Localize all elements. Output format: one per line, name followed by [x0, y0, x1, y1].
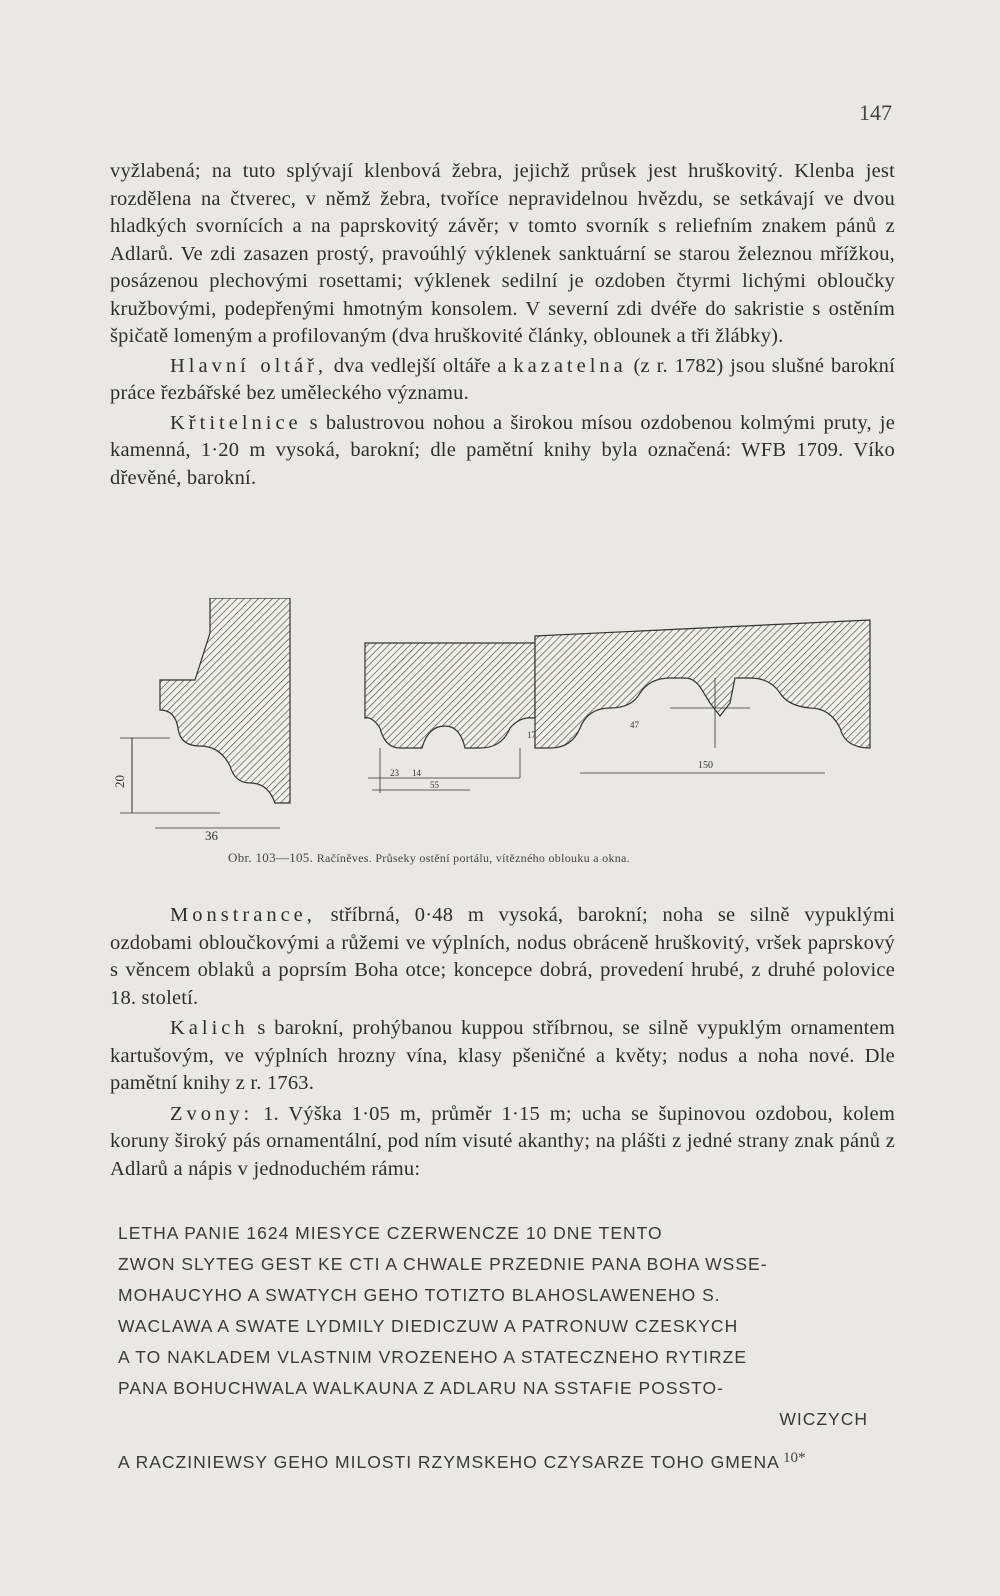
- inscription-line: WACLAWA A SWATE LYDMILY DIEDICZUW A PATRONUW CZESKYCH: [118, 1316, 739, 1336]
- paragraph-altars: Hlavní oltář, dva vedlejší oltáře a kazatelna (z r. 1782) jsou slušné barokní práce řezbářské bez uměleckého významu.: [110, 354, 895, 404]
- inscription-line: MOHAUCYHO A SWATYCH GEHO TOTIZTO BLAHOSLAWENEHO S.: [118, 1285, 721, 1305]
- inscription-line: WICZYCH: [779, 1409, 868, 1429]
- paragraph-chalice: Kalich s barokní, prohýbanou kuppou stříbrnou, se silně vypuklým ornamentem kartušovým, ve výplních hrozny vína, klasy pšeničné a květy; nodus a noha nové. Dle pamětní knihy z r. 1763.: [110, 1017, 895, 1094]
- dim-label-17: 17: [527, 730, 536, 740]
- paragraph-monstrance: Monstrance, stříbrná, 0·48 m vysoká, barokní; noha se silně vypuklými ozdobami obloučkovými a růžemi ve výplních, nodus obráceně hruškovitý, vršek paprskový s věncem oblaků a poprsím Boha otce; koncepce dobrá, provedení hrubé, z druhé polovice 18. století.: [110, 904, 895, 1009]
- dim-label-36: 36: [205, 828, 218, 843]
- inscription-line: LETHA PANIE 1624 MIESYCE CZERWENCZE 10 DNE TENTO: [118, 1223, 663, 1243]
- inscription-line: A RACZINIEWSY GEHO MILOSTI RZYMSKEHO CZYSARZE TOHO GMENA: [118, 1452, 780, 1472]
- inscription-line: ZWON SLYTEG GEST KE CTI A CHWALE PRZEDNIE PANA BOHA WSSE-: [118, 1254, 768, 1274]
- paragraph-vault-description: vyžlabená; na tuto splývají klenbová žebra, jejichž průsek jest hruškovitý. Klenba jest rozdělena na čtverec, v němž žebra, tvoříce nepravidelnou hvězdu, se setkávají ve dvou hladkých svornících a na paprskovitý závěr; v tomto svorník s reliefním znakem pánů z Adlarů. Ve zdi zasazen prostý, pravoúhlý výklenek sanktuární se starou železnou mřížkou, posázenou plechovými rosettami; výklenek sedilní je ozdoben čtyrmi lichými obloučky kružbovými, podepřenými hmotným konsolem. V severní zdi dvéře do sakristie s ostěním špičatě lomeným a profilovaným (dva hruškovité články, oblounek a tři žlábky).: [110, 160, 895, 347]
- paragraph-bells: Zvony: 1. Výška 1·05 m, průměr 1·15 m; ucha se šupinovou ozdobou, kolem koruny široký pás ornamentální, pod ním visuté akanthy; na plášti z jedné strany znak pánů z Adlarů a nápis v jednoduchém rámu:: [110, 1102, 895, 1180]
- dim-label-150: 150: [698, 760, 713, 771]
- dim-label-47: 47: [630, 720, 639, 730]
- term-monstrance: Monstrance,: [170, 904, 316, 926]
- page-number: 147: [859, 100, 892, 125]
- figure-caption: Obr. 103—105. Račíněves. Průseky ostění portálu, vítězného oblouku a okna.: [228, 850, 630, 865]
- dim-label-55: 55: [430, 780, 439, 790]
- term-font: Křtitelnice: [170, 411, 302, 434]
- portal-profile-drawing: [120, 598, 290, 828]
- dim-label-14: 14: [412, 768, 421, 778]
- signature-mark: 10*: [783, 1450, 806, 1466]
- profile-drawings: [110, 598, 895, 848]
- figure-profiles: [110, 598, 895, 868]
- inscription-line: PANA BOHUCHWALA WALKAUNA Z ADLARU NA SSTAFIE POSSTO-: [118, 1378, 724, 1398]
- dim-label-20: 20: [112, 775, 127, 788]
- term-pulpit: kazatelna: [513, 354, 627, 377]
- term-altar: Hlavní oltář,: [170, 354, 328, 377]
- term-bells: Zvony:: [170, 1102, 254, 1125]
- inscription-line: A TO NAKLADEM VLASTNIM VROZENEHO A STATECZNEHO RYTIRZE: [118, 1347, 748, 1367]
- upper-text: [110, 158, 895, 492]
- paragraph-font: Křtitelnice s balustrovou nohou a širokou mísou ozdobenou kolmými pruty, je kamenná, 1·20 m vysoká, barokní; dle pamětní knihy byla označená: WFB 1709. Víko dřevěné, barokní.: [110, 411, 895, 489]
- dim-label-23: 23: [390, 768, 399, 778]
- bell-inscription: [118, 1218, 898, 1478]
- lower-text: [110, 902, 895, 1183]
- window-profile-drawing: [535, 620, 870, 773]
- term-chalice: Kalich: [170, 1017, 249, 1039]
